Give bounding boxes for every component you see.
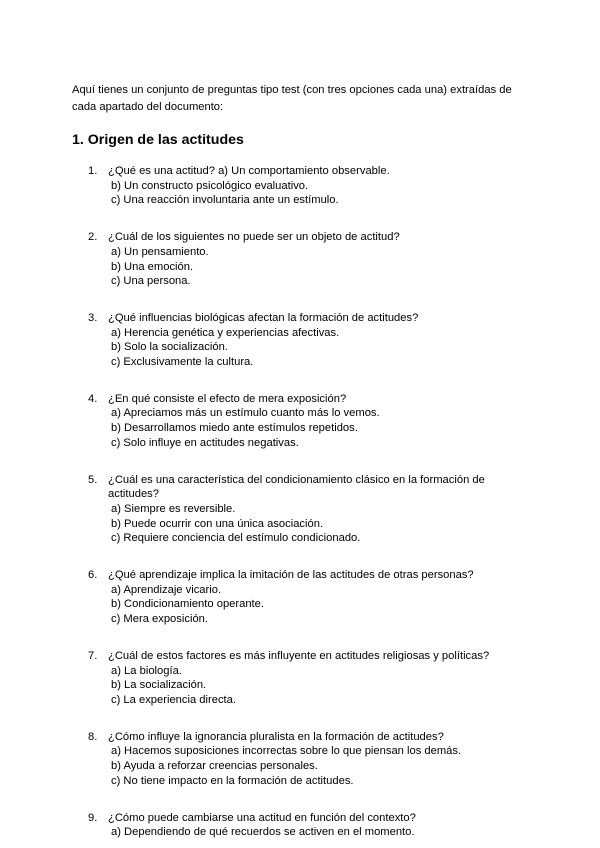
question-number: 2. (88, 231, 98, 244)
question-text: ¿Cuál de estos factores es más influyente en actitudes religiosas y políticas? (108, 649, 490, 662)
answer-option: b) Una emoción. (111, 260, 194, 273)
question-item (72, 311, 530, 370)
answer-option: a) Dependiendo de qué recuerdos se activen en el momento. (111, 826, 415, 839)
question-item (72, 730, 530, 789)
question-item (72, 568, 530, 627)
question-number: 4. (88, 392, 98, 405)
question-number: 5. (88, 473, 98, 486)
answer-option: c) No tiene impacto en la formación de actitudes. (111, 774, 354, 787)
question-text: ¿Cuál de los siguientes no puede ser un objeto de actitud? (108, 231, 400, 244)
question-item (72, 230, 530, 289)
answer-option: a) Hacemos suposiciones incorrectas sobre lo que piensan los demás. (111, 745, 462, 758)
question-number: 3. (88, 311, 98, 324)
answer-option: c) Una persona. (111, 275, 191, 288)
answer-option: a) Un pensamiento. (111, 245, 209, 258)
question-list (72, 164, 530, 840)
question-number: 6. (88, 569, 98, 582)
answer-option: c) Requiere conciencia del estímulo condicionado. (111, 532, 361, 545)
question-text: ¿Cómo puede cambiarse una actitud en función del contexto? (108, 811, 416, 824)
question-item (72, 392, 530, 451)
question-text: ¿Qué es una actitud? a) Un comportamiento observable. (108, 165, 390, 177)
answer-option: a) Apreciamos más un estímulo cuanto más lo vemos. (111, 407, 380, 420)
answer-option: b) Puede ocurrir con una única asociación. (111, 517, 324, 530)
answer-option: b) Desarrollamos miedo ante estímulos repetidos. (111, 422, 358, 435)
answer-option: a) Aprendizaje vicario. (111, 583, 222, 596)
question-number: 8. (88, 730, 98, 743)
question-number: 9. (88, 811, 98, 824)
answer-option: b) Solo la socialización. (111, 341, 228, 354)
answer-option: c) Exclusivamente la cultura. (111, 356, 254, 369)
question-text: ¿Qué aprendizaje implica la imitación de las actitudes de otras personas? (108, 569, 474, 582)
answer-option: c) Una reacción involuntaria ante un estímulo. (111, 194, 339, 207)
answer-option: a) La biología. (111, 664, 182, 677)
question-item (72, 649, 530, 708)
answer-option: a) Herencia genética y experiencias afectivas. (111, 326, 340, 339)
answer-option: b) La socialización. (111, 679, 207, 692)
question-text: ¿Qué influencias biológicas afectan la formación de actitudes? (108, 311, 419, 324)
answer-option: b) Ayuda a reforzar creencias personales. (111, 760, 318, 773)
answer-option: b) Condicionamiento operante. (111, 598, 264, 611)
question-text: ¿En qué consiste el efecto de mera exposición? (108, 392, 347, 405)
answer-option: a) Siempre es reversible. (111, 502, 236, 515)
question-text: ¿Cuál es una característica del condicionamiento clásico en la formación de actitudes? (108, 473, 485, 501)
question-item (72, 811, 530, 840)
question-number: 1. (88, 165, 98, 177)
section-title: 1. Origen de las actitudes (72, 132, 244, 148)
question-text: ¿Cómo influye la ignorancia pluralista en la formación de actitudes? (108, 730, 444, 743)
question-item (72, 164, 530, 208)
intro-paragraph: Aquí tienes un conjunto de preguntas tipo test (con tres opciones cada una) extraídas de cada apartado del documento: (72, 84, 512, 113)
answer-option: c) Solo influye en actitudes negativas. (111, 436, 299, 449)
answer-option: b) Un constructo psicológico evaluativo. (111, 179, 309, 192)
answer-option: c) Mera exposición. (111, 613, 208, 626)
question-number: 7. (88, 649, 98, 662)
answer-option: c) La experiencia directa. (111, 693, 236, 706)
question-item (72, 473, 530, 547)
